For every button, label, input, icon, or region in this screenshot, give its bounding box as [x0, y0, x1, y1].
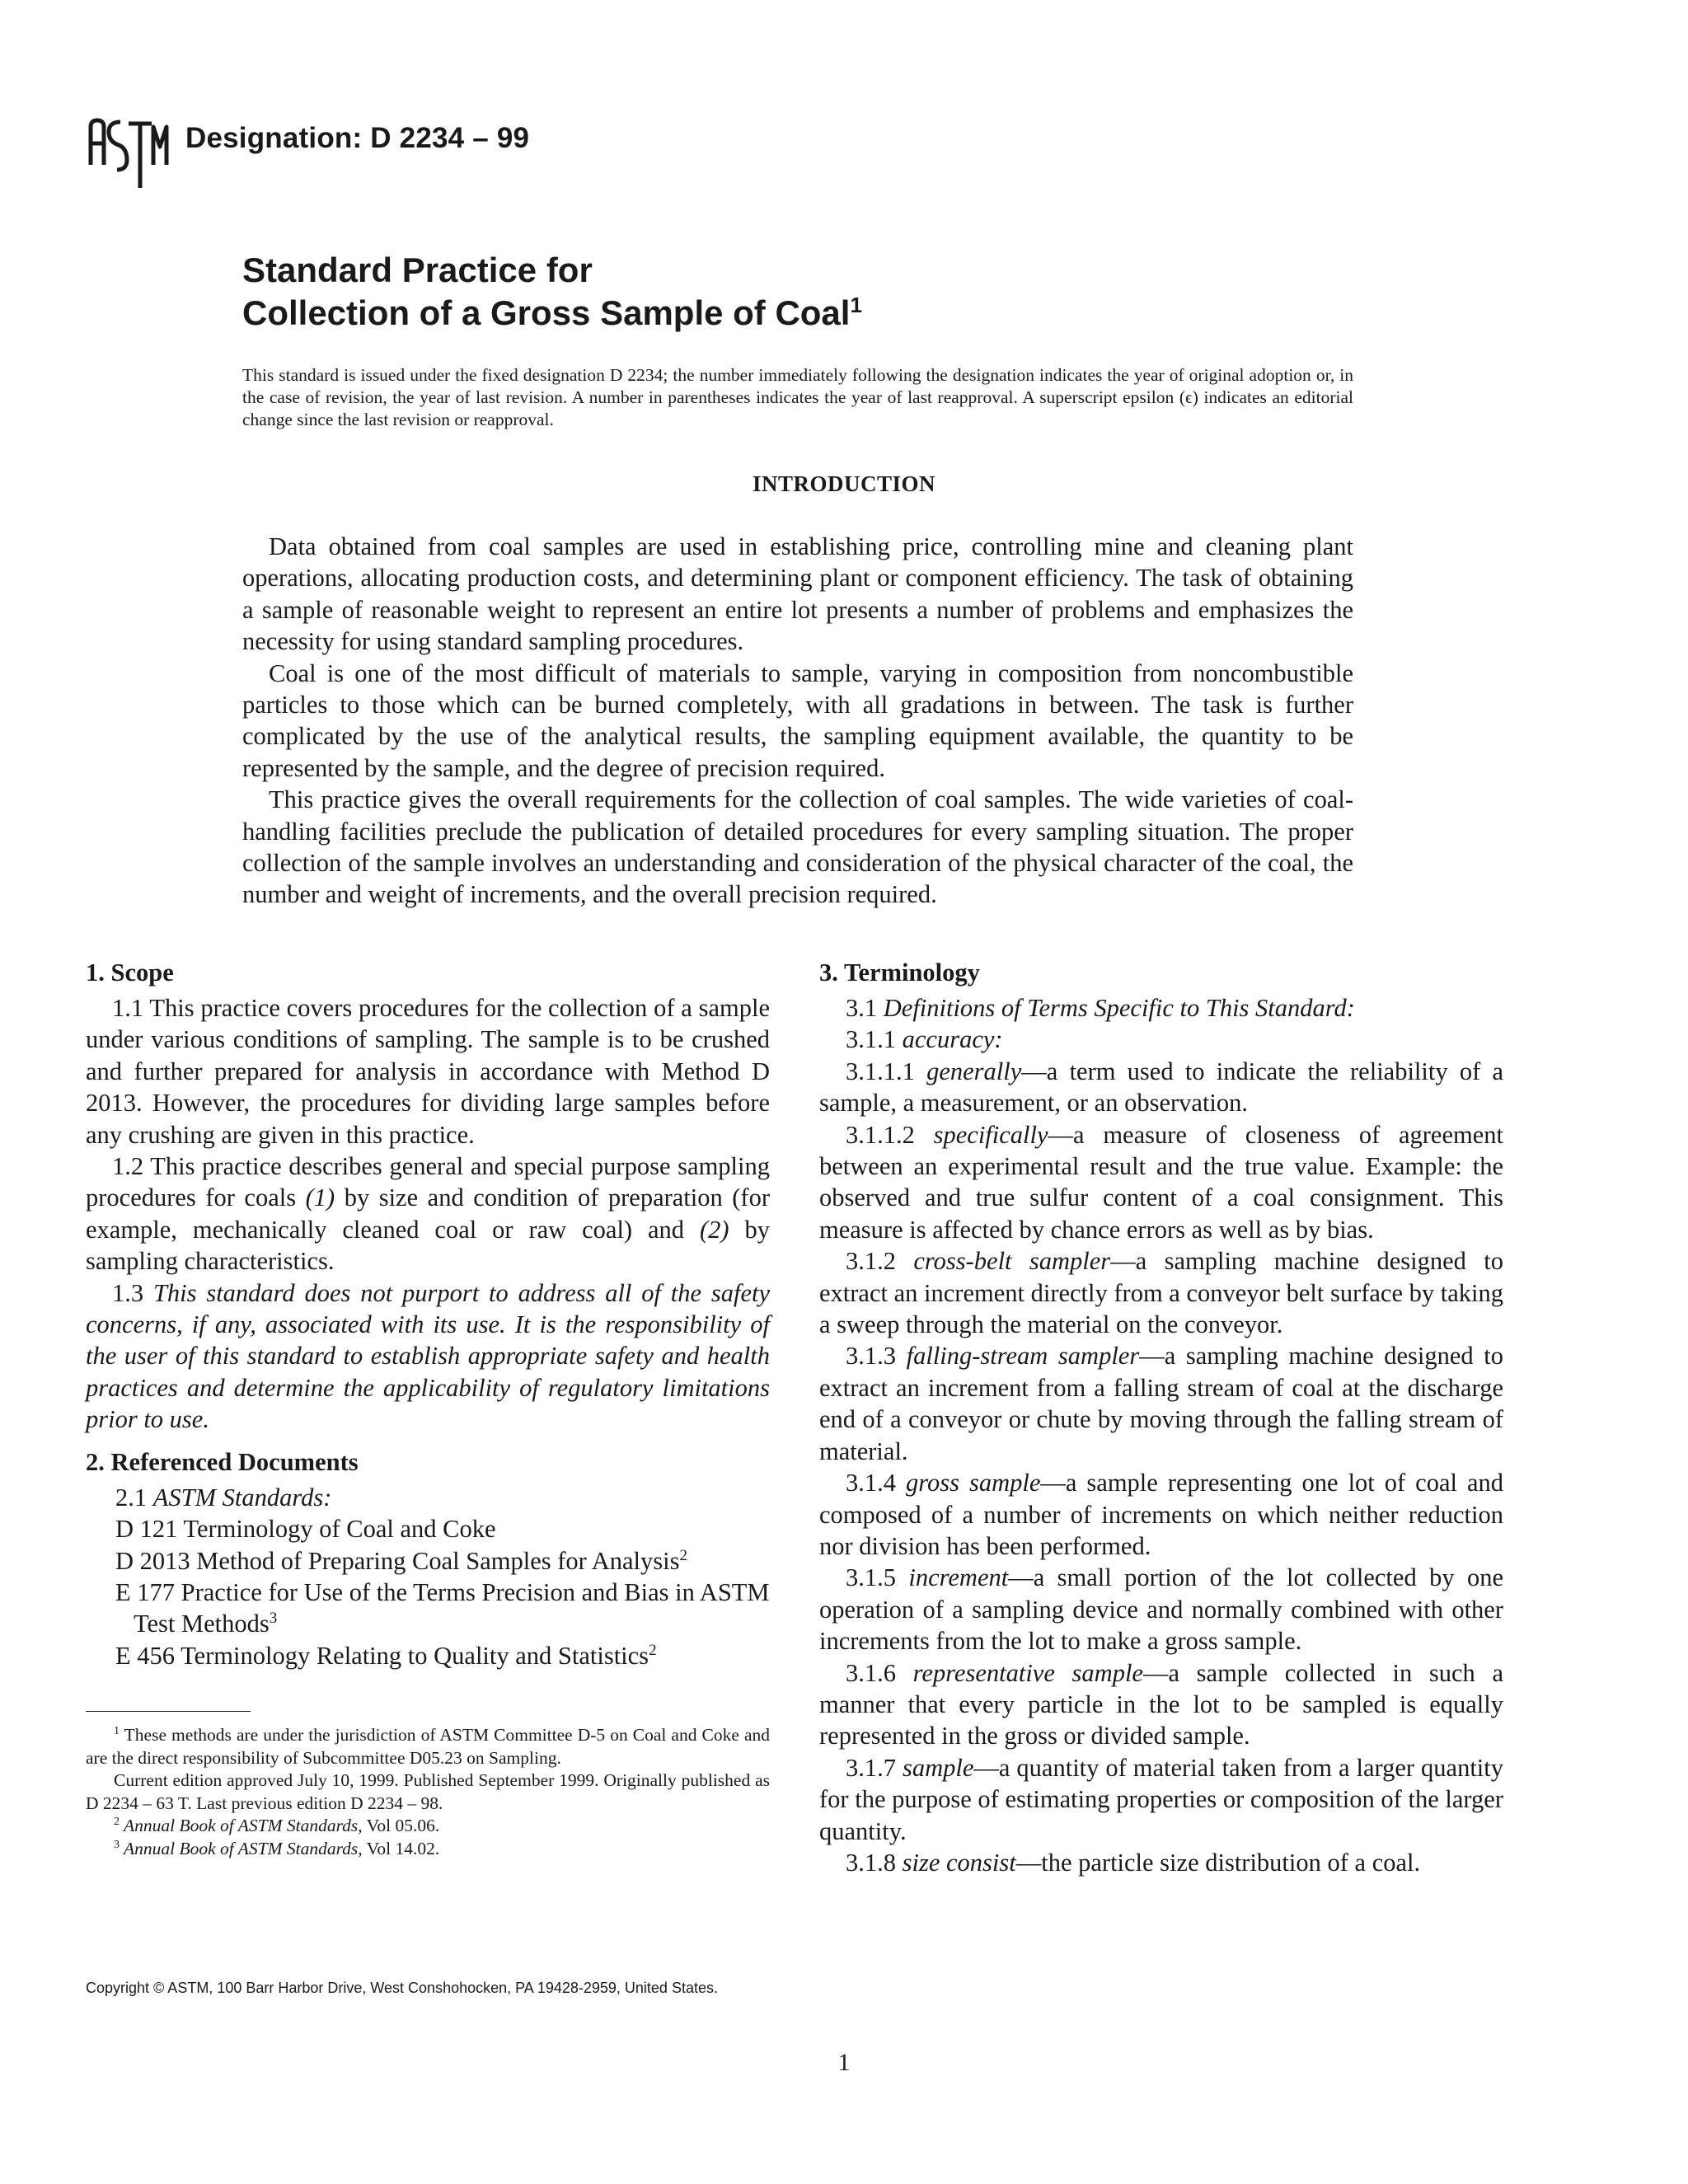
designation: Designation: D 2234 – 99	[185, 122, 530, 154]
right-column	[819, 956, 1503, 1878]
title-line-2: Collection of a Gross Sample of Coal$^1$	[242, 293, 862, 332]
left-column	[86, 956, 770, 1671]
intro-paragraph: Coal is one of the most difficult of materials to sample, varying in composition from noncombustible particles to those which can be burned completely, with all gradations in between. The task is further complicated by the use of the analytical results, the sampling equipment available, the quantity to be represented by the sample, and the degree of precision required.	[242, 658, 1353, 782]
footnote: $^3$ Annual Book of ASTM Standards, Vol 14.02.	[114, 1838, 440, 1858]
footnote: Current edition approved July 10, 1999. Published September 1999. Originally published as D 2234 – 63 T. Last previous edition D 2234 – 98.	[86, 1770, 770, 1813]
term-definition: 3.1.1.2 specifically—a measure of closeness of agreement between an experimental result and the true value. Example: the observed and true sulfur content of a coal consignment. This measure is affected by chance errors as well as by bias.	[819, 1120, 1503, 1244]
footnote: $^1$ These methods are under the jurisdiction of ASTM Committee D-5 on Coal and Coke and are the direct responsibility of Subcommittee D05.23 on Sampling.	[86, 1724, 770, 1768]
copyright-notice: Copyright © ASTM, 100 Barr Harbor Drive, West Conshohocken, PA 19428-2959, United States.	[86, 1980, 718, 1996]
term-definition: 3.1.8 size consist—the particle size distribution of a coal.	[846, 1848, 1421, 1877]
reference-item: D 121 Terminology of Coal and Coke	[115, 1515, 496, 1544]
title-line-1: Standard Practice for	[242, 251, 593, 289]
term-definition: 3.1.1.1 generally—a term used to indicate the reliability of a sample, a measurement, or an observation.	[819, 1057, 1504, 1118]
paragraph-3-1: 3.1 Definitions of Terms Specific to This Standard:	[846, 994, 1355, 1022]
term-definition: 3.1.7 sample—a quantity of material taken from a larger quantity for the purpose of estimating properties or composition of the larger quantity.	[819, 1753, 1503, 1845]
reference-item: E 456 Terminology Relating to Quality and Statistics$^2$	[115, 1641, 657, 1670]
paragraph-2-1: 2.1 ASTM Standards:	[115, 1483, 332, 1511]
page-number: 1	[837, 2049, 851, 2076]
footnote: $^2$ Annual Book of ASTM Standards, Vol 05.06.	[114, 1815, 440, 1835]
paragraph-3-1-1: 3.1.1 accuracy:	[846, 1025, 1003, 1054]
paragraph-1-1: 1.1 This practice covers procedures for the collection of a sample under various conditions of sampling. The sample is to be crushed and further prepared for analysis in accordance with Method D 2013. However, the procedures for dividing large samples before any crushing are given in this practice.	[86, 994, 770, 1149]
section-heading-referenced-documents: 2. Referenced Documents	[86, 1447, 359, 1476]
issue-note: This standard is issued under the fixed designation D 2234; the number immediately following the designation indicates the year of original adoption or, in the case of revision, the year of last revision. A number in parentheses indicates the year of last reapproval. A superscript epsilon (ϵ) indicates an editorial change since the last revision or reapproval.	[242, 365, 1353, 429]
introduction-body	[242, 531, 1353, 911]
title-footnote-mark: 1	[850, 293, 862, 317]
intro-paragraph: This practice gives the overall requirements for the collection of coal samples. The wide varieties of coal-handling facilities preclude the publication of detailed procedures for every sampling situation. The proper collection of the sample involves an understanding and consideration of the physical character of the coal, the number and weight of increments, and the overall precision required.	[242, 785, 1353, 909]
section-heading-scope: 1. Scope	[86, 958, 174, 987]
term-definition: 3.1.2 cross-belt sampler—a sampling machine designed to extract an increment directly from a conveyor belt surface by taking a sweep through the material on the conveyor.	[819, 1247, 1503, 1339]
footnotes	[86, 1724, 770, 1860]
document-title	[242, 249, 1479, 335]
term-definition: 3.1.4 gross sample—a sample representing one lot of coal and composed of a number of increments on which neither reduction nor division has been performed.	[819, 1469, 1504, 1560]
section-heading-terminology: 3. Terminology	[819, 958, 980, 987]
term-definition: 3.1.3 falling-stream sampler—a sampling machine designed to extract an increment from a falling stream of coal at the discharge end of a conveyor or chute by moving through the falling stream of material.	[819, 1342, 1503, 1465]
term-definition: 3.1.5 increment—a small portion of the lot collected by one operation of a sampling device and normally combined with other increments from the lot to make a gross sample.	[819, 1563, 1503, 1656]
term-definition: 3.1.6 representative sample—a sample collected in such a manner that every particle in the lot to be sampled is equally represented in the gross or divided sample.	[819, 1658, 1503, 1750]
paragraph-1-2: 1.2 This practice describes general and special purpose sampling procedures for coals (1) by size and condition of preparation (for example, mechanically cleaned coal or raw coal) and (2) by sampling characteristics.	[86, 1152, 771, 1276]
footnote-rule	[86, 1711, 251, 1712]
intro-paragraph: Data obtained from coal samples are used in establishing price, controlling mine and cleaning plant operations, allocating production costs, and determining plant or component efficiency. The task of obtaining a sample of reasonable weight to represent an entire lot presents a number of problems and emphasizes the necessity for using standard sampling procedures.	[242, 532, 1353, 656]
introduction-heading: INTRODUCTION	[752, 471, 936, 496]
astm-logo	[87, 115, 170, 191]
reference-item: D 2013 Method of Preparing Coal Samples for Analysis$^2$	[115, 1546, 687, 1575]
paragraph-1-3: 1.3 This standard does not purport to address all of the safety concerns, if any, associated with its use. It is the responsibility of the user of this standard to establish appropriate safety and health practices and determine the applicability of regulatory limitations prior to use.	[86, 1278, 770, 1434]
reference-item: E 177 Practice for Use of the Terms Precision and Bias in ASTM Test Methods$^3$	[115, 1577, 770, 1638]
